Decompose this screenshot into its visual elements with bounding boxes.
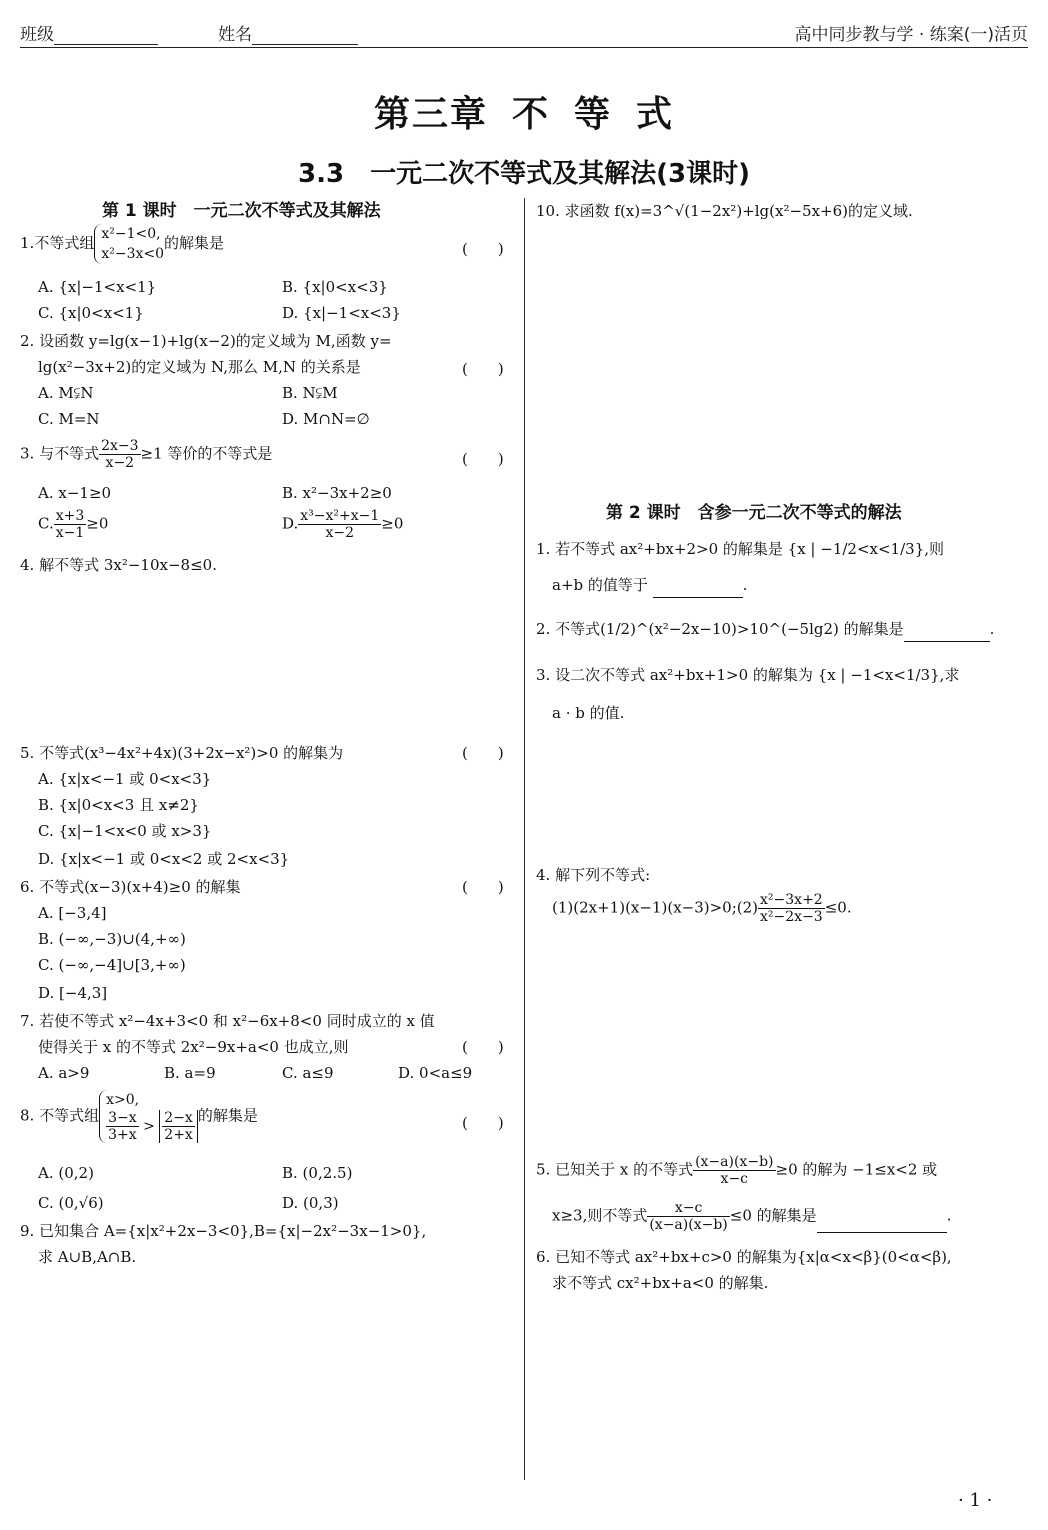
q1-option-a[interactable]: A. {x|−1<x<1} xyxy=(38,278,157,296)
question-9-line2: 求 A∪B,A∩B. xyxy=(38,1248,137,1266)
q5-option-d[interactable]: D. {x|x<−1 或 0<x<2 或 2<x<3} xyxy=(38,850,290,868)
q2-option-d[interactable]: D. M∩N=∅ xyxy=(282,410,370,428)
lesson1-title: 第 1 课时 一元二次不等式及其解法 xyxy=(102,201,381,221)
system-brace: x>0, $\frac{3-x}{3+x}$ > $\frac{2-x}{2+x}$ xyxy=(99,1090,198,1143)
q1-option-c[interactable]: C. {x|0<x<1} xyxy=(38,304,144,322)
q7-option-d[interactable]: D. 0<a≤9 xyxy=(398,1064,473,1082)
q3-option-a[interactable]: A. x−1≥0 xyxy=(38,484,112,502)
l2-question-4-line1: 4. 解下列不等式: xyxy=(536,866,651,884)
question-4: 4. 解不等式 3x²−10x−8≤0. xyxy=(20,556,217,574)
q6-option-b[interactable]: B. (−∞,−3)∪(4,+∞) xyxy=(38,930,186,948)
question-7-line1: 7. 若使不等式 x²−4x+3<0 和 x²−6x+8<0 同时成立的 x 值 xyxy=(20,1012,435,1030)
question-6: 6. 不等式(x−3)(x+4)≥0 的解集 xyxy=(20,878,241,896)
fraction: $\frac{2x-3}{x-2}$ xyxy=(101,438,139,471)
l2-question-5-line1: 5. 已知关于 x 的不等式 $\frac{(x-a)(x-b)}{x-c}$ ≥0 的解为 −1≤x<2 或 xyxy=(536,1154,938,1187)
section-title: 3.3 一元二次不等式及其解法(3课时) xyxy=(298,159,750,189)
answer-blank[interactable] xyxy=(904,623,990,642)
q2-option-a[interactable]: A. M⫋N xyxy=(38,384,94,402)
l2-question-3-line2: a · b 的值. xyxy=(552,704,625,722)
q1-option-b[interactable]: B. {x|0<x<3} xyxy=(282,278,388,296)
header-rule xyxy=(20,47,1028,48)
q7-option-b[interactable]: B. a=9 xyxy=(164,1064,216,1082)
l2-question-3-line1: 3. 设二次不等式 ax²+bx+1>0 的解集为 {x | −1<x<1/3},求 xyxy=(536,666,960,684)
question-3: 3. 与不等式 $\frac{2x-3}{x-2}$ ≥1 等价的不等式是 xyxy=(20,438,273,471)
chapter-title: 第三章 不 等 式 xyxy=(373,94,675,135)
q6-option-c[interactable]: C. (−∞,−4]∪[3,+∞) xyxy=(38,956,186,974)
question-9-line1: 9. 已知集合 A={x|x²+2x−3<0},B={x|−2x²−3x−1>0}, xyxy=(20,1222,427,1240)
series-title: 高中同步教与学 · 练案(一)活页 xyxy=(794,25,1028,45)
answer-paren-6[interactable]: ( ) xyxy=(462,878,504,896)
q8-option-b[interactable]: B. (0,2.5) xyxy=(282,1164,353,1182)
q7-option-c[interactable]: C. a≤9 xyxy=(282,1064,334,1082)
answer-blank[interactable] xyxy=(817,1214,947,1233)
question-2-line2: lg(x²−3x+2)的定义域为 N,那么 M,N 的关系是 xyxy=(38,358,361,376)
q5-option-a[interactable]: A. {x|x<−1 或 0<x<3} xyxy=(38,770,212,788)
l2-question-6-line1: 6. 已知不等式 ax²+bx+c>0 的解集为{x|α<x<β}(0<α<β), xyxy=(536,1248,952,1266)
answer-paren-8[interactable]: ( ) xyxy=(462,1114,504,1132)
q2-option-c[interactable]: C. M=N xyxy=(38,410,100,428)
q6-option-d[interactable]: D. [−4,3] xyxy=(38,984,108,1002)
q2-option-b[interactable]: B. N⫋M xyxy=(282,384,338,402)
answer-paren-2[interactable]: ( ) xyxy=(462,360,504,378)
q8-option-d[interactable]: D. (0,3) xyxy=(282,1194,339,1212)
class-label: 班级 xyxy=(20,20,158,45)
name-label: 姓名 xyxy=(218,20,358,45)
answer-paren-5[interactable]: ( ) xyxy=(462,744,504,762)
answer-paren-7[interactable]: ( ) xyxy=(462,1038,504,1056)
q5-option-c[interactable]: C. {x|−1<x<0 或 x>3} xyxy=(38,822,212,840)
system-brace: x²−1<0, x²−3x<0 xyxy=(94,224,164,264)
l2-question-1-line2: a+b 的值等于 . xyxy=(552,572,747,598)
q6-option-a[interactable]: A. [−3,4] xyxy=(38,904,107,922)
answer-blank[interactable] xyxy=(653,579,743,598)
name-blank[interactable] xyxy=(252,26,358,45)
l2-question-5-line2: x≥3,则不等式 $\frac{x-c}{(x-a)(x-b)}$ ≤0 的解集是 . xyxy=(552,1200,952,1233)
l2-question-6-line2: 求不等式 cx²+bx+a<0 的解集. xyxy=(552,1274,769,1292)
q5-option-b[interactable]: B. {x|0<x<3 且 x≠2} xyxy=(38,796,199,814)
lesson2-title: 第 2 课时 含参一元二次不等式的解法 xyxy=(606,503,902,523)
q7-option-a[interactable]: A. a>9 xyxy=(38,1064,90,1082)
column-divider xyxy=(524,198,525,1480)
class-blank[interactable] xyxy=(54,26,158,45)
q3-option-c[interactable]: C. $\frac{x+3}{x-1}$ ≥0 xyxy=(38,508,109,541)
question-5: 5. 不等式(x³−4x²+4x)(3+2x−x²)>0 的解集为 xyxy=(20,744,344,762)
q3-option-d[interactable]: D. $\frac{\text{x³−x²+x−1}}{x-2}$ ≥0 xyxy=(282,508,404,541)
page-number: · 1 · xyxy=(958,1490,993,1511)
answer-paren-1[interactable]: ( ) xyxy=(462,240,504,258)
l2-question-4-line2: (1)(2x+1)(x−1)(x−3)>0;(2) $\frac{\text{x²−3x+2}}{\text{x²−2x−3}}$ ≤0. xyxy=(552,892,852,925)
q8-option-c[interactable]: C. (0,√6) xyxy=(38,1194,104,1212)
question-1: 1.不等式组 x²−1<0, x²−3x<0 的解集是 xyxy=(20,226,225,262)
q1-option-d[interactable]: D. {x|−1<x<3} xyxy=(282,304,401,322)
answer-paren-3[interactable]: ( ) xyxy=(462,450,504,468)
question-7-line2: 使得关于 x 的不等式 2x²−9x+a<0 也成立,则 xyxy=(38,1038,349,1056)
q3-option-b[interactable]: B. x²−3x+2≥0 xyxy=(282,484,392,502)
l2-question-1-line1: 1. 若不等式 ax²+bx+2>0 的解集是 {x | −1/2<x<1/3},则 xyxy=(536,540,945,558)
question-2-line1: 2. 设函数 y=lg(x−1)+lg(x−2)的定义域为 M,函数 y= xyxy=(20,332,392,350)
question-10: 10. 求函数 f(x)=3^√(1−2x²)+lg(x²−5x+6)的定义域. xyxy=(536,202,913,220)
q8-option-a[interactable]: A. (0,2) xyxy=(38,1164,94,1182)
l2-question-2: 2. 不等式(1/2)^(x²−2x−10)>10^(−5lg2) 的解集是 . xyxy=(536,616,994,642)
question-8: 8. 不等式组 x>0, $\frac{3-x}{3+x}$ > $\frac{2-x}{2+x}$ 的解集是 xyxy=(20,1092,258,1143)
